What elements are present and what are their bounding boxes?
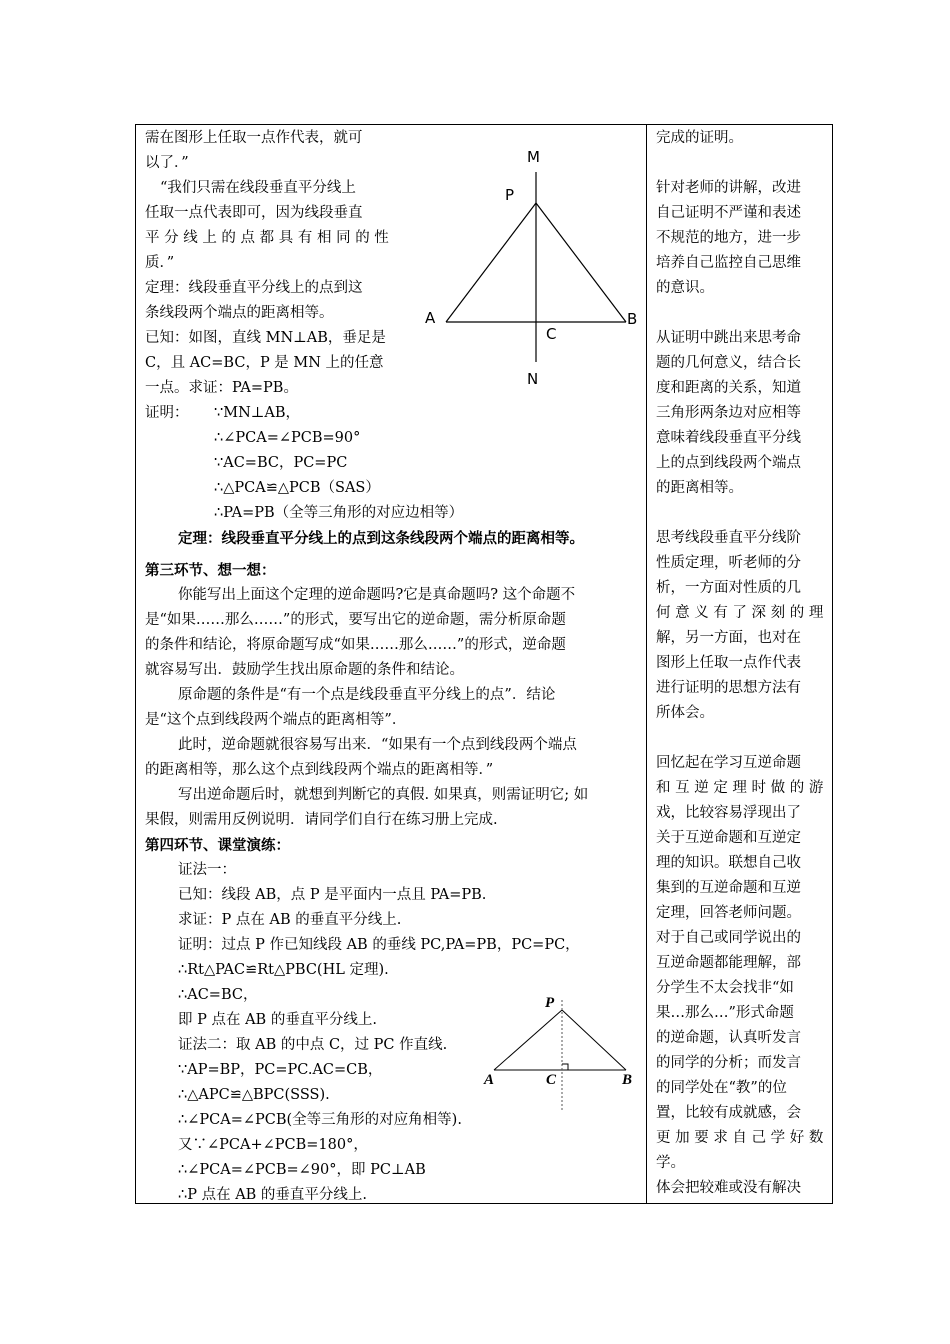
proof-line: ∴△PCA≌△PCB（SAS） (214, 480, 380, 496)
text-line: “我们只需在线段垂直平分线上 (160, 180, 356, 196)
text-line: ∴∠PCA=∠PCB(全等三角形的对应角相等). (178, 1112, 462, 1128)
note-line: 的逆命题，认真听发言 (656, 1030, 801, 1046)
text-line: 证明：过点 P 作已知线段 AB 的垂线 PC,PA=PB，PC=PC， (178, 937, 580, 953)
text-line: ∴∠PCA=∠PCB=∠90°，即 PC⊥AB (178, 1162, 426, 1178)
label-b-2: B (622, 1072, 633, 1088)
note-line: 分学生不太会找非“如 (656, 980, 794, 996)
note-line: 回忆起在学习互逆命题 (656, 755, 801, 771)
text-line: 又∵∠PCA+∠PCB=180°， (178, 1137, 368, 1153)
note-line: 不规范的地方，进一步 (656, 230, 801, 246)
note-line: 理的知识。联想自己收 (656, 855, 801, 871)
label-n: N (527, 370, 539, 388)
note-line: 培养自己监控自己思维 (656, 255, 801, 271)
text-line: C，且 AC=BC，P 是 MN 上的任意 (145, 355, 384, 371)
text-line: ∴AC=BC， (178, 987, 258, 1003)
note-line: 性质定理，听老师的分 (656, 555, 801, 571)
section-heading: 第三环节、想一想： (145, 562, 276, 579)
text-line: 是“这个点到线段两个端点的距离相等”． (145, 712, 407, 728)
text-line: 你能写出上面这个定理的逆命题吗?它是真命题吗? 这个命题不 (178, 587, 576, 603)
proof-line: ∴∠PCA=∠PCB=90° (214, 430, 361, 446)
text-line: 以了．” (145, 155, 189, 171)
note-line: 更 加 要 求 自 己 学 好 数 (656, 1130, 824, 1146)
note-line: 定理，回答老师问题。 (656, 905, 801, 921)
text-line: 果假，则需用反例说明．请同学们自行在练习册上完成. (145, 812, 498, 828)
note-line: 从证明中跳出来思考命 (656, 330, 801, 346)
right-angle-mark (562, 1064, 568, 1070)
text-line: 是“如果……那么……”的形式，要写出它的逆命题，需分析原命题 (145, 612, 566, 628)
note-line: 置，比较有成就感，会 (656, 1105, 801, 1121)
text-line: 一点。求证：PA=PB。 (145, 380, 298, 396)
note-line: 的同学处在“教”的位 (656, 1080, 787, 1096)
line-pa-2 (494, 1010, 562, 1070)
note-line: 戏，比较容易浮现出了 (656, 805, 801, 821)
note-line: 的距离相等。 (656, 480, 743, 496)
note-line: 题的几何意义，结合长 (656, 355, 801, 371)
note-line: 进行证明的思想方法有 (656, 680, 801, 696)
text-line: 的距离相等，那么这个点到线段两个端点的距离相等．” (145, 762, 494, 778)
text-line: 任取一点代表即可，因为线段垂直 (145, 205, 363, 221)
label-p: P (505, 186, 515, 204)
label-c-2: C (546, 1072, 557, 1088)
note-line: 关于互逆命题和互逆定 (656, 830, 801, 846)
section-heading: 第四环节、课堂演练： (145, 837, 290, 854)
note-line: 思考线段垂直平分线阶 (656, 530, 801, 546)
text-line: 原命题的条件是“有一个点是线段垂直平分线上的点”．结论 (178, 687, 556, 703)
note-line: 互逆命题都能理解，部 (656, 955, 801, 971)
text-line: ∴Rt△PAC≌Rt△PBC(HL 定理). (178, 962, 389, 978)
text-line: 已知：如图，直线 MN⊥AB，垂足是 (145, 330, 386, 346)
note-line: 析，一方面对性质的几 (656, 580, 801, 596)
text-line: 的条件和结论，将原命题写成“如果……那么……”的形式，逆命题 (145, 637, 566, 653)
note-line: 所体会。 (656, 705, 714, 721)
text-line: ∴△APC≌△BPC(SSS). (178, 1087, 330, 1103)
line-pb (536, 203, 626, 322)
note-line: 解，另一方面，也对在 (656, 630, 801, 646)
line-pa (446, 203, 536, 322)
note-line: 上的点到线段两个端点 (656, 455, 801, 471)
note-line: 完成的证明。 (656, 130, 743, 146)
text-line: 就容易写出．鼓励学生找出原命题的条件和结论。 (145, 662, 464, 678)
label-m: M (527, 148, 540, 166)
figure-perpendicular-bisector (446, 172, 626, 362)
note-line: 集到的互逆命题和互逆 (656, 880, 801, 896)
note-line: 意味着线段垂直平分线 (656, 430, 801, 446)
label-a: A (425, 309, 436, 327)
text-line: 即 P 点在 AB 的垂直平分线上. (178, 1012, 377, 1028)
note-line: 的同学的分析；而发言 (656, 1055, 801, 1071)
text-line: 定理：线段垂直平分线上的点到这 (145, 280, 363, 296)
text-line: 条线段两个端点的距离相等。 (145, 305, 334, 321)
note-line: 和 互 逆 定 理 时 做 的 游 (656, 780, 824, 796)
text-line: ∴P 点在 AB 的垂直平分线上. (178, 1187, 368, 1203)
text-line: 求证：P 点在 AB 的垂直平分线上. (178, 912, 402, 928)
text-line: 质．” (145, 255, 175, 271)
note-line: 度和距离的关系，知道 (656, 380, 801, 396)
label-a-2: A (484, 1072, 495, 1088)
label-b: B (627, 310, 638, 328)
label-p-2: P (545, 995, 555, 1011)
note-line: 针对老师的讲解，改进 (656, 180, 801, 196)
note-line: 果…那么…”形式命题 (656, 1005, 794, 1021)
theorem-statement: 定理：线段垂直平分线上的点到这条线段两个端点的距离相等。 (178, 530, 584, 547)
text-line: 写出逆命题后时，就想到判断它的真假. 如果真，则需证明它; 如 (178, 787, 589, 803)
figure-triangle-proof (494, 1000, 626, 1112)
text-line: 证法二：取 AB 的中点 C，过 PC 作直线. (178, 1037, 448, 1053)
note-line: 体会把较难或没有解决 (656, 1180, 801, 1196)
text-line: 平 分 线 上 的 点 都 具 有 相 同 的 性 (145, 230, 389, 246)
note-line: 学。 (656, 1155, 685, 1171)
text-line: 需在图形上任取一点作代表，就可 (145, 130, 363, 146)
label-c: C (546, 325, 557, 343)
text-line: 证法一： (178, 862, 236, 878)
proof-line: ∵MN⊥AB， (214, 405, 301, 421)
text-line: 此时，逆命题就很容易写出来．“如果有一个点到线段两个端点 (178, 737, 577, 753)
note-line: 的意识。 (656, 280, 714, 296)
proof-line: ∴PA=PB（全等三角形的对应边相等） (214, 505, 464, 521)
proof-line: ∵AC=BC，PC=PC (214, 455, 348, 471)
text-line: 已知：线段 AB，点 P 是平面内一点且 PA=PB. (178, 887, 487, 903)
note-line: 对于自己或同学说出的 (656, 930, 801, 946)
note-line: 何 意 义 有 了 深 刻 的 理 (656, 605, 824, 621)
proof-label: 证明： (145, 405, 189, 421)
text-line: ∵AP=BP，PC=PC.AC=CB， (178, 1062, 383, 1078)
line-pb-2 (562, 1010, 626, 1070)
note-line: 三角形两条边对应相等 (656, 405, 801, 421)
note-line: 自己证明不严谨和表述 (656, 205, 801, 221)
note-line: 图形上任取一点作代表 (656, 655, 801, 671)
